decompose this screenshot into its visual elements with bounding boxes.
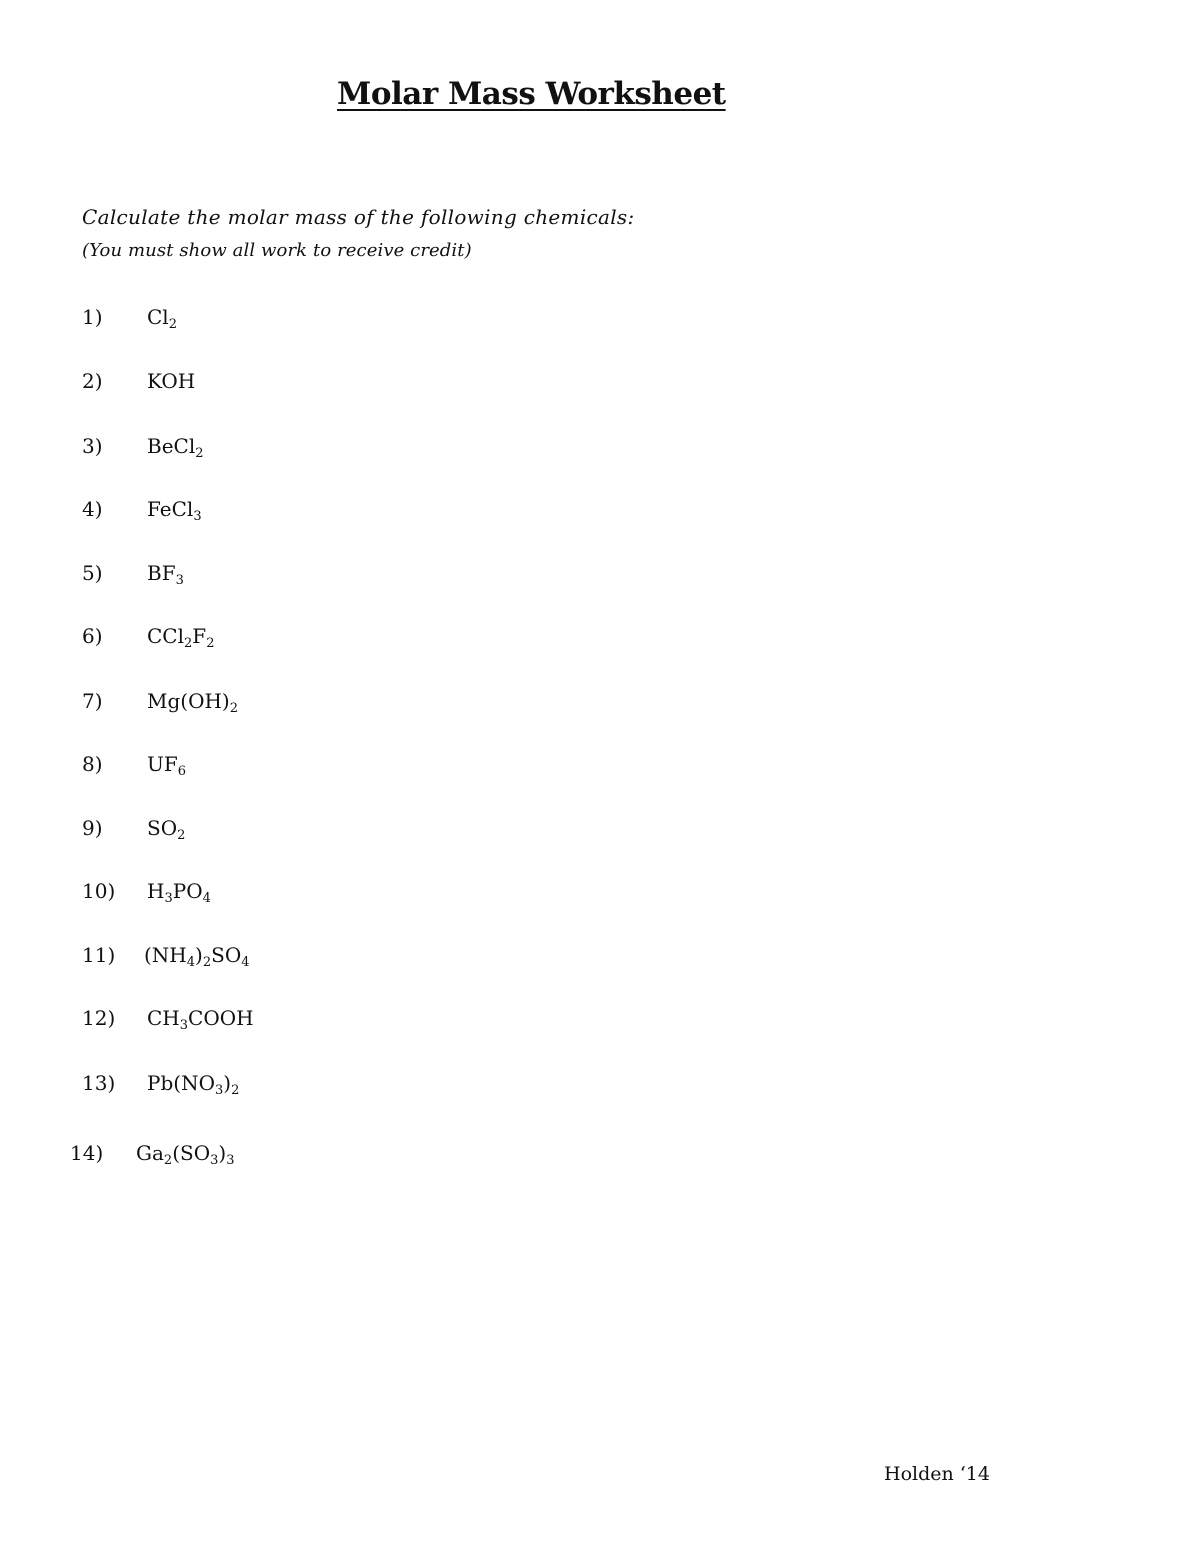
problem-number: 12) <box>82 1006 116 1030</box>
formula-text: (NH <box>144 943 187 967</box>
formula-text: (SO <box>172 1141 211 1165</box>
instruction-text: Calculate the molar mass of the following chemicals: <box>82 205 635 229</box>
formula-subscript: 3 <box>226 1153 235 1168</box>
problem-number: 9) <box>82 816 103 840</box>
chemical-formula <box>147 624 215 651</box>
chemical-formula <box>147 752 187 779</box>
formula-text: ) <box>195 943 203 967</box>
problem-number: 13) <box>82 1071 116 1095</box>
formula-subscript: 2 <box>177 828 186 843</box>
problem-number: 5) <box>82 561 103 585</box>
formula-subscript: 2 <box>229 701 239 716</box>
formula-text: CH <box>147 1006 180 1030</box>
formula-subscript: 3 <box>193 509 202 524</box>
formula-subscript: 2 <box>168 317 177 332</box>
formula-subscript: 3 <box>175 573 184 588</box>
formula-text: SO <box>147 816 178 840</box>
chemical-formula <box>147 816 186 843</box>
chemical-formula <box>136 1141 235 1168</box>
formula-text: Ga <box>136 1141 164 1165</box>
chemical-formula <box>147 1006 254 1033</box>
chemical-formula <box>147 497 202 524</box>
formula-text: COOH <box>188 1006 254 1030</box>
problem-number: 4) <box>82 497 103 521</box>
formula-subscript: 2 <box>195 446 204 461</box>
formula-text: BF <box>147 561 176 585</box>
chemical-formula <box>147 561 184 588</box>
formula-subscript: 2 <box>184 636 193 651</box>
formula-text: ) <box>223 1071 232 1095</box>
problem-number: 14) <box>70 1141 104 1165</box>
formula-subscript: 2 <box>163 1153 173 1168</box>
chemical-formula <box>147 305 177 332</box>
problem-number: 1) <box>82 305 103 329</box>
formula-text: H <box>147 879 165 903</box>
formula-text: Cl <box>147 305 169 329</box>
chemical-formula <box>147 434 204 461</box>
author-footer: Holden ‘14 <box>884 1463 990 1485</box>
formula-text: BeCl <box>147 434 196 458</box>
formula-text: PO <box>172 879 203 903</box>
instruction-note: (You must show all work to receive credit) <box>82 240 472 261</box>
formula-subscript: 4 <box>186 955 196 970</box>
formula-text: CCl <box>147 624 185 648</box>
problem-number: 2) <box>82 369 103 393</box>
formula-subscript: 6 <box>177 764 187 779</box>
chemical-formula <box>147 879 211 906</box>
formula-subscript: 3 <box>179 1018 189 1033</box>
formula-text: Mg(OH) <box>147 689 230 713</box>
problem-number: 11) <box>82 943 116 967</box>
formula-text: SO <box>211 943 242 967</box>
formula-text: KOH <box>147 369 196 393</box>
formula-text: Pb(NO <box>147 1071 215 1095</box>
formula-text: F <box>192 624 207 648</box>
formula-text: UF <box>147 752 178 776</box>
problem-number: 6) <box>82 624 103 648</box>
formula-subscript: 2 <box>202 955 212 970</box>
formula-subscript: 4 <box>202 891 211 906</box>
problem-number: 3) <box>82 434 103 458</box>
formula-text: ) <box>218 1141 227 1165</box>
problem-number: 7) <box>82 689 103 713</box>
problem-number: 10) <box>82 879 116 903</box>
page-title: Molar Mass Worksheet <box>337 76 726 112</box>
formula-subscript: 3 <box>164 891 173 906</box>
chemical-formula <box>147 689 239 716</box>
chemical-formula <box>147 1071 240 1098</box>
problem-number: 8) <box>82 752 103 776</box>
formula-subscript: 2 <box>231 1083 240 1098</box>
chemical-formula <box>144 943 250 970</box>
chemical-formula <box>147 369 195 393</box>
formula-subscript: 4 <box>241 955 250 970</box>
formula-text: FeCl <box>147 497 194 521</box>
formula-subscript: 3 <box>214 1083 224 1098</box>
formula-subscript: 2 <box>206 636 215 651</box>
formula-subscript: 3 <box>210 1153 219 1168</box>
